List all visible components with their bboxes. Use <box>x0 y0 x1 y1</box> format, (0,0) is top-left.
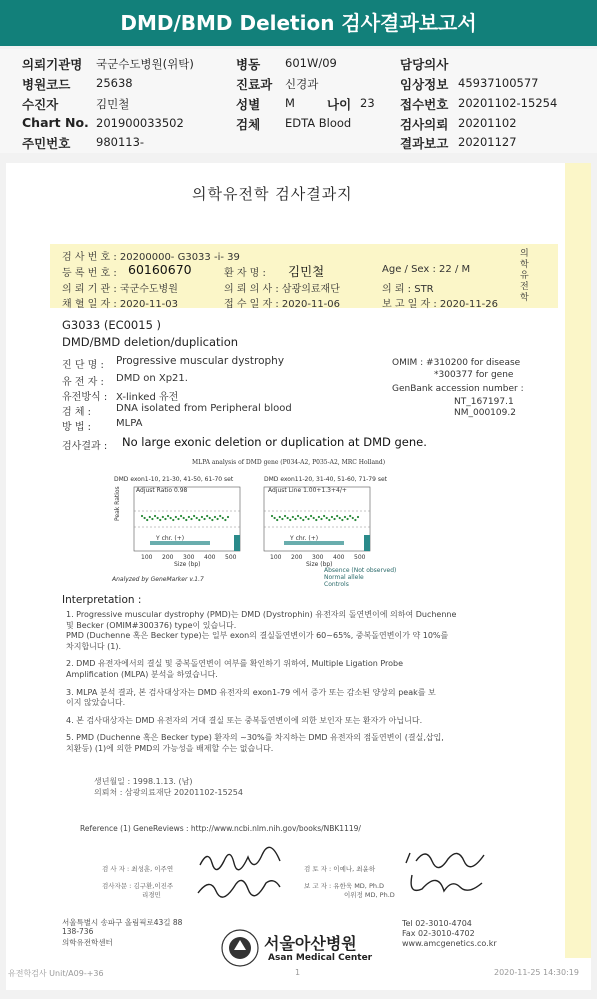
header-label: 접수번호 <box>400 97 449 112</box>
plot-point <box>167 515 169 517</box>
requesting-institution: 의 뢰 기 관 : 국군수도병원 <box>62 284 178 295</box>
x-tick: 100 <box>141 554 153 561</box>
report-date: 보 고 일 자 : 2020-11-26 <box>382 299 499 310</box>
plot-point <box>219 515 221 517</box>
plot-point <box>164 518 166 520</box>
age-sex: Age / Sex : 22 / M <box>382 264 471 275</box>
plot-axis-title: Y chr. (+) <box>156 535 185 542</box>
plot-point <box>349 515 351 517</box>
report-banner-title: DMD/BMD Deletion 검사결과보고서 <box>0 0 597 46</box>
plot-point <box>313 517 315 519</box>
plot-point <box>146 519 148 521</box>
plot-point <box>211 519 213 521</box>
interpretation-line: 1. Progressive muscular dystrophy (PMD)는 DMD (Dystrophin) 유전자의 돌연변이에 의하여 Duchenne <box>66 610 457 619</box>
exam-number: 검 사 번 호 : 20200000- G3033 -i- 39 <box>62 252 240 263</box>
patient-name: 김민철 <box>288 264 325 279</box>
header-label: 검체 <box>236 117 261 132</box>
detail-label: 방 법 : <box>62 422 92 433</box>
plot-point <box>175 516 177 518</box>
scanned-report-sheet <box>6 163 591 990</box>
detail-value: DNA isolated from Peripheral blood <box>116 403 292 414</box>
plot-point <box>318 516 320 518</box>
plot-point <box>310 515 312 517</box>
advisor-2: 리경민 <box>142 891 161 899</box>
plot-title: DMD exon1-10, 21-30, 41-50, 61-70 set <box>114 476 234 483</box>
interpretation-line: 4. 본 검사대상자는 DMD 유전자의 거대 결실 또는 중복돌연변이에 의한 보인자 또는 환자가 아닙니다. <box>66 715 423 725</box>
omim-disease: OMIM : #310200 for disease <box>392 358 521 368</box>
registration-number: 60160670 <box>128 262 192 277</box>
detail-label: 검 체 : <box>62 407 92 418</box>
header-label: 성별 <box>236 97 261 112</box>
header-value: 신경과 <box>285 77 319 91</box>
header-label: 임상정보 <box>400 77 449 92</box>
plot-point <box>336 515 338 517</box>
report-title: 의학유전학 검사결과지 <box>192 185 353 203</box>
plot-point <box>144 517 146 519</box>
x-tick: 300 <box>312 554 324 561</box>
header-value: 국군수도병원(위탁) <box>96 57 194 71</box>
interpretation-line: 2. DMD 유전자에서의 결실 및 중복돌연변이 여부를 확인하기 위하여, Multiple Ligation Probe <box>66 659 404 669</box>
plot-point <box>284 515 286 517</box>
interpretation-title: Interpretation : <box>62 594 142 606</box>
reporter-2: 이위정 MD, Ph.D <box>344 891 395 899</box>
plot-point <box>331 516 333 518</box>
legend-entry: Absence (Not observed) <box>324 567 397 574</box>
interpretation-body <box>66 610 536 755</box>
plot-point <box>297 515 299 517</box>
plot-point <box>149 516 151 518</box>
detail-label: 유전방식 : <box>62 392 108 403</box>
legend-entry: Normal allele <box>324 574 364 581</box>
address-line: 의학유전학센터 <box>62 938 113 947</box>
header-value: 23 <box>360 96 375 110</box>
reviewer: 검 토 자 : 이예나, 최윤하 <box>304 865 376 873</box>
plot-point <box>341 519 343 521</box>
hospital-name-en: Asan Medical Center <box>268 953 373 963</box>
header-value: 201900033502 <box>96 116 184 130</box>
legend-entry: Controls <box>324 581 349 588</box>
plot-point <box>274 517 276 519</box>
plot-point <box>216 518 218 520</box>
footer-timestamp: 2020-11-25 14:30:19 <box>494 968 579 977</box>
requesting-doctor: 의 뢰 의 사 : 삼광의료재단 <box>224 284 340 295</box>
plot-point <box>198 519 200 521</box>
x-tick: 400 <box>333 554 345 561</box>
plot-subtitle: Adjust Line 1.00+1.3+4/+ <box>268 487 347 494</box>
genbank-label: GenBank accession number : <box>392 384 524 394</box>
footer-unit: 유전학검사 Unit/A09-+36 <box>8 969 104 978</box>
plot-point <box>157 517 159 519</box>
plot-point <box>196 517 198 519</box>
signature-image <box>398 843 490 899</box>
plot-point <box>289 519 291 521</box>
plot-point <box>333 518 335 520</box>
header-label: 검사의뢰 <box>400 117 449 132</box>
plot-point <box>227 516 229 518</box>
header-value: 45937100577 <box>458 76 539 90</box>
advisor: 검사자문 : 김구환,이진주 <box>102 882 174 890</box>
header-label: 수진자 <box>22 97 59 112</box>
hospital-name-ko: 서울아산병원 <box>264 934 357 953</box>
plot-point <box>300 517 302 519</box>
header-value: 20201127 <box>458 135 517 149</box>
plot-point <box>276 519 278 521</box>
plot-point <box>203 518 205 520</box>
plot-point <box>185 519 187 521</box>
plot-point <box>224 519 226 521</box>
x-tick: 400 <box>204 554 216 561</box>
plot-title: DMD exon11-20, 31-40, 51-60, 71-79 set <box>264 476 388 483</box>
plot-point <box>354 519 356 521</box>
side-label: 의학유전학 <box>520 249 529 303</box>
plot-point <box>320 518 322 520</box>
plot-point <box>177 518 179 520</box>
mlpa-figure-title: MLPA analysis of DMD gene (P034-A2, P035-A2, MRC Holland) <box>192 459 386 466</box>
reporter: 보 고 자 : 유한욱 MD, Ph.D <box>304 882 385 890</box>
x-tick: 200 <box>291 554 303 561</box>
plot-point <box>183 517 185 519</box>
plot-point <box>287 517 289 519</box>
plot-point <box>201 516 203 518</box>
plot-point <box>151 518 153 520</box>
address-line: 138-736 <box>62 927 94 936</box>
signature-image <box>194 843 284 899</box>
website: www.amcgenetics.co.kr <box>402 939 497 948</box>
plot-point <box>305 516 307 518</box>
header-value: 20201102 <box>458 116 517 130</box>
genbank-accession: NM_000109.2 <box>454 408 516 418</box>
footer-page: 1 <box>295 968 301 977</box>
header-value: 김민철 <box>96 97 130 111</box>
header-value: 25638 <box>96 76 133 90</box>
omim-gene: *300377 for gene <box>434 370 514 380</box>
plot-point <box>294 518 296 520</box>
plot-point <box>154 515 156 517</box>
interpretation-line: 3. MLPA 분석 결과, 본 검사대상자는 DMD 유전자의 exon1-79 에서 증가 또는 감소된 양상의 peak를 보 <box>66 687 436 697</box>
plot-point <box>302 519 304 521</box>
plot-point <box>141 515 143 517</box>
header-label: Chart No. <box>22 115 89 130</box>
examiner: 검 사 자 : 최성훈, 이주연 <box>102 865 174 873</box>
birth-date: 생년월일 : 1998.1.13. (남) <box>94 777 193 786</box>
header-label: 주민번호 <box>22 136 71 151</box>
header-value: 601W/09 <box>285 56 337 70</box>
interpretation-line: 이지 않았습니다. <box>66 698 126 708</box>
patient-label: 환 자 명 : <box>224 268 266 279</box>
interpretation-line: 치환등) (1)에 의한 PMD의 가능성을 배제할 수는 없습니다. <box>66 743 274 753</box>
x-tick: 100 <box>270 554 282 561</box>
plot-point <box>352 517 354 519</box>
plot-point <box>292 516 294 518</box>
x-tick: 200 <box>162 554 174 561</box>
x-axis-caption: Size (bp) <box>174 561 201 568</box>
x-axis-caption: Size (bp) <box>306 561 333 568</box>
telephone: Tel 02-3010-4704 <box>402 919 472 928</box>
plot-point <box>188 516 190 518</box>
header-label: 병원코드 <box>22 77 71 92</box>
header-label: 진료과 <box>236 77 273 92</box>
plot-point <box>271 515 273 517</box>
plot-point <box>344 516 346 518</box>
plot-point <box>222 517 224 519</box>
plot-point <box>326 517 328 519</box>
collection-date: 채 혈 일 자 : 2020-11-03 <box>62 299 179 310</box>
plot-point <box>346 518 348 520</box>
detail-value: X-linked 유전 <box>116 392 179 403</box>
interpretation-line: 차지합니다 (1). <box>66 641 122 651</box>
registration-label: 등 록 번 호 : <box>62 268 117 279</box>
header-value: EDTA Blood <box>285 116 352 130</box>
detail-label: 진 단 명 : <box>62 360 104 371</box>
header-value: 980113- <box>96 135 145 149</box>
plot-subtitle: Adjust Ratio 0.98 <box>136 487 188 494</box>
y-axis-label: Peak Ratios <box>114 486 121 521</box>
interpretation-line: Amplification (MLPA) 분석을 하였습니다. <box>66 669 218 679</box>
header-info-panel <box>0 49 597 153</box>
plot-point <box>357 516 359 518</box>
asan-logo-seal <box>220 928 260 968</box>
plot-point <box>281 518 283 520</box>
header-label: 결과보고 <box>400 136 449 151</box>
reference: Reference (1) GeneReviews : http://www.ncbi.nlm.nih.gov/books/NBK1119/ <box>80 824 361 833</box>
analyzed-by: Analyzed by GeneMarker v.1.7 <box>112 576 204 583</box>
genbank-accession: NT_167197.1 <box>454 397 514 407</box>
x-tick: 300 <box>183 554 195 561</box>
header-label: 의뢰기관명 <box>22 57 83 72</box>
plot-point <box>279 516 281 518</box>
plot-point <box>339 517 341 519</box>
plot-point <box>206 515 208 517</box>
plot-point <box>328 519 330 521</box>
plot-point <box>315 519 317 521</box>
plot-point <box>209 517 211 519</box>
plot-point <box>193 515 195 517</box>
x-tick: 500 <box>225 554 237 561</box>
interpretation-line: 5. PMD (Duchenne 혹은 Becker type) 환자의 ~30%를 차지하는 DMD 유전자의 점돌연변이 (결실,삽입, <box>66 733 444 743</box>
x-tick: 500 <box>354 554 366 561</box>
interpretation-line: 및 Becker (OMIM#300376) type이 있습니다. <box>66 620 237 630</box>
highlight-side-band <box>565 163 591 958</box>
plot-point <box>170 517 172 519</box>
header-value: 20201102-15254 <box>458 96 558 110</box>
plot-point <box>172 519 174 521</box>
client-info: 의뢰처 : 삼광의료재단 20201102-15254 <box>94 788 243 797</box>
detail-label: 유 전 자 : <box>62 377 104 388</box>
header-label: 나이 <box>327 97 352 112</box>
plot-point <box>180 515 182 517</box>
result-text: No large exonic deletion or duplication at DMD gene. <box>122 435 427 449</box>
result-label: 검사결과 : <box>62 441 108 452</box>
plot-point <box>307 518 309 520</box>
plot-point <box>190 518 192 520</box>
detail-value: MLPA <box>116 418 143 429</box>
receive-date: 접 수 일 자 : 2020-11-06 <box>224 299 341 310</box>
detail-value: DMD on Xp21. <box>116 373 188 384</box>
plot-axis-title: Y chr. (+) <box>290 535 319 542</box>
test-code: G3033 (EC0015 ) <box>62 318 162 332</box>
plot-point <box>323 515 325 517</box>
plot-point <box>159 519 161 521</box>
fax: Fax 02-3010-4702 <box>402 929 475 938</box>
header-label: 담당의사 <box>400 57 449 72</box>
plot-point <box>162 516 164 518</box>
detail-value: Progressive muscular dystrophy <box>116 355 285 367</box>
header-value: M <box>285 96 295 110</box>
interpretation-line: PMD (Duchenne 혹은 Becker type)는 일부 exon의 결실돌연변이가 60~65%, 중복돌연변이가 약 10%를 <box>66 631 449 641</box>
address-line: 서울특별시 송파구 올림픽로43길 88 <box>62 918 183 927</box>
department: 의 뢰 : STR <box>382 284 434 295</box>
header-label: 병동 <box>236 57 261 72</box>
test-name: DMD/BMD deletion/duplication <box>62 335 239 349</box>
plot-point <box>214 516 216 518</box>
